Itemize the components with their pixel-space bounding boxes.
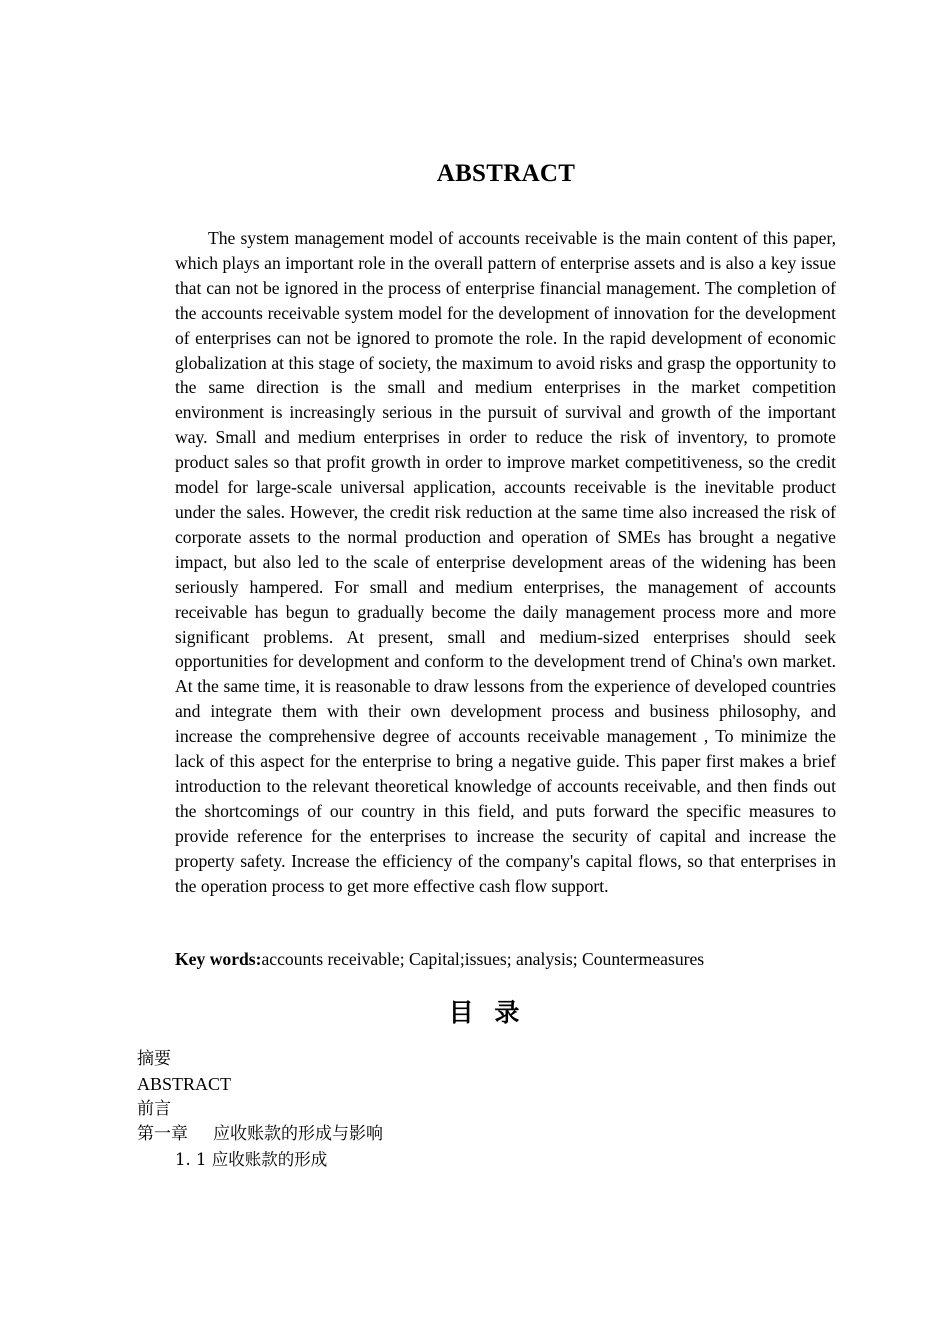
toc-chapter-number: 第一章 <box>137 1124 188 1144</box>
toc-item-abstract[interactable] <box>137 1072 383 1097</box>
toc-item-label: 摘要 <box>137 1049 171 1069</box>
abstract-body: The system management model of accounts receivable is the main content of this paper, which plays an important role in the overall pattern of enterprise assets and is also a key issue that can not be ignored in the process of enterprise financial management. The completion of the accounts receivable system model for the development of innovation for the development of enterprises can not be ignored to promote the role. In the rapid development of economic globalization at this stage of society, the maximum to avoid risks and grasp the opportunity to the same direction is the small and medium enterprises in the market competition environment is increasingly serious in the pursuit of survival and growth of the important way. Small and medium enterprises in order to reduce the risk of inventory, to promote product sales so that profit growth in order to improve market competitiveness, so the credit model for large-scale universal application, accounts receivable is the inevitable product under the sales. However, the credit risk reduction at the same time also increased the risk of corporate assets to the normal production and operation of SMEs has brought a negative impact, but also led to the scale of enterprise development areas of the widening has been seriously hampered. For small and medium enterprises, the management of accounts receivable has begun to gradually become the daily management process more and more significant problems. At present, small and medium-sized enterprises should seek opportunities for development and conform to the development trend of China's own market. At the same time, it is reasonable to draw lessons from the experience of developed countries and integrate them with their own development process and business philosophy, and increase the comprehensive degree of accounts receivable management , To minimize the lack of this aspect for the enterprise to bring a negative guide. This paper first makes a brief introduction to the relevant theoretical knowledge of accounts receivable, and then finds out the shortcomings of our country in this field, and puts forward the specific measures to provide reference for the enterprises to increase the security of capital and increase the property safety. Increase the efficiency of the company's capital flows, so that enterprises in the operation process to get more effective cash flow support. <box>175 228 836 896</box>
toc-item-chapter-1[interactable] <box>137 1122 383 1147</box>
keywords-text: accounts receivable; Capital;issues; analysis; Countermeasures <box>261 949 705 969</box>
table-of-contents <box>137 1047 383 1172</box>
toc-item-label: 前言 <box>137 1099 171 1119</box>
toc-title: 目 录 <box>448 998 526 1027</box>
toc-item-preface[interactable] <box>137 1097 383 1122</box>
toc-item-label: ABSTRACT <box>137 1074 232 1094</box>
abstract-title: ABSTRACT <box>436 160 576 187</box>
keywords-label: Key words: <box>175 949 262 969</box>
toc-item-chinese-abstract[interactable] <box>137 1047 383 1072</box>
keywords-line <box>175 947 836 972</box>
toc-item-section-1-1[interactable] <box>137 1147 383 1172</box>
toc-item-label: 1. 1 应收账款的形成 <box>175 1150 328 1169</box>
toc-item-label: 应收账款的形成与影响 <box>213 1124 383 1144</box>
